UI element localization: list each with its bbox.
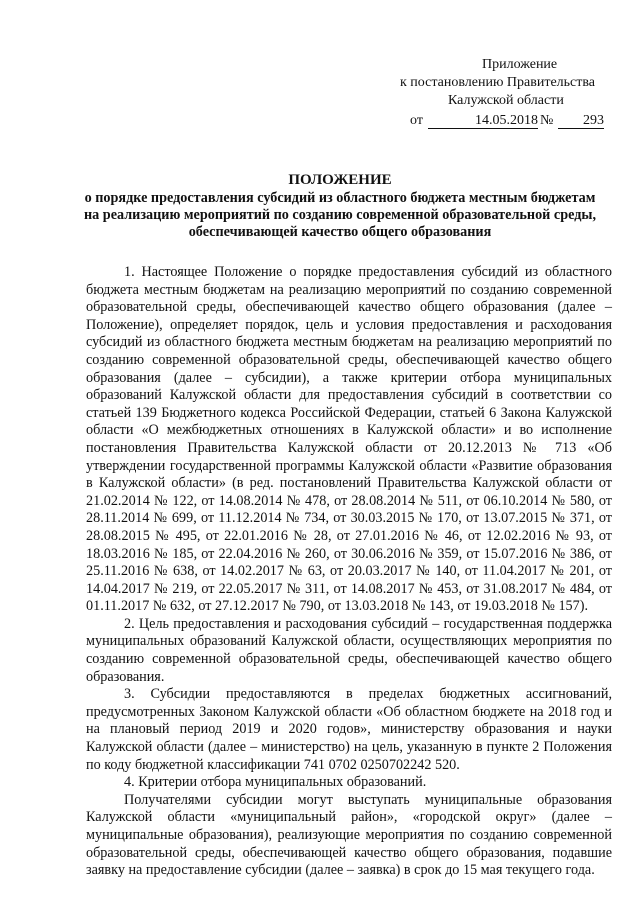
document-body (86, 264, 612, 880)
paragraph-5: Получателями субсидии могут выступать муниципальные образования Калужской области «муниципальный район», «городской округ» (далее – муниципальные образования), реализующие мероприятия по созданию современной образовательной среды, обеспечивающей качество общего образования, подавшие заявку на предоставление субсидии (далее – заявка) в срок до 15 мая текущего года. (86, 791, 612, 879)
resolution-date: 14.05.2018 (428, 112, 538, 129)
subtitle-line-3: обеспечивающей качество общего образования (188, 224, 492, 240)
document-title: ПОЛОЖЕНИЕ (288, 172, 392, 188)
resolution-number: 293 (558, 112, 604, 129)
resolution-reference: к постановлению Правительства (400, 75, 596, 90)
document-title-block (60, 172, 620, 241)
subtitle-line-1: о порядке предоставления субсидий из областного бюджета местным бюджетам (84, 190, 596, 206)
region-name: Калужской области (448, 93, 564, 108)
paragraph-2: 2. Цель предоставления и расходования субсидий – государственная поддержка муниципальных образований Калужской области, осуществляющих мероприятия по созданию современной образовательной среды, обеспечивающей качество общего образования. (86, 615, 612, 685)
appendix-header (400, 56, 604, 130)
paragraph-1: 1. Настоящее Положение о порядке предоставления субсидий из областного бюджета местным бюджетам на реализацию мероприятий по созданию современной образовательной среды, обеспечивающей качество общего образования (далее – Положение), определяет порядок, цель и условия предоставления и расходования субсидий из областного бюджета местным бюджетам на реализацию мероприятий по созданию современной образовательной среды, обеспечивающей качество общего образования (далее – субсидии), а также критерии отбора муниципальных образований Калужской области для предоставления субсидий в соответствии со статьей 139 Бюджетного кодекса Российской Федерации, статьей 6 Закона Калужской области «О межбюджетных отношениях в Калужской области» и во исполнение постановления Правительства Калужской области от 20.12.2013 № 713 «Об утверждении государственной программы Калужской области «Развитие образования в Калужской области» (в ред. постановлений Правительства Калужской области от 21.02.2014 № 122, от 14.08.2014 № 478, от 28.08.2014 № 511, от 06.10.2014 № 580, от 28.11.2014 № 699, от 11.12.2014 № 734, от 30.03.2015 № 170, от 13.07.2015 № 371, от 28.08.2015 № 495, от 22.01.2016 № 28, от 27.01.2016 № 46, от 12.02.2016 № 93, от 18.03.2016 № 185, от 22.04.2016 № 260, от 30.06.2016 № 359, от 15.07.2016 № 386, от 25.11.2016 № 638, от 14.02.2017 № 63, от 20.03.2017 № 140, от 11.04.2017 № 201, от 14.04.2017 № 219, от 22.05.2017 № 311, от 14.08.2017 № 453, от 31.08.2017 № 484, от 01.11.2017 № 632, от 27.12.2017 № 790, от 13.03.2018 № 143, от 19.03.2018 № 157). (86, 264, 612, 615)
subtitle-line-2: на реализацию мероприятий по созданию современной образовательной среды, (83, 207, 597, 223)
date-number-line (400, 112, 604, 130)
from-label: от (410, 113, 423, 128)
number-sign: № (540, 113, 554, 128)
paragraph-3: 3. Субсидии предоставляются в пределах бюджетных ассигнований, предусмотренных Законом Калужской области «Об областном бюджете на 2018 год и на плановый период 2019 и 2020 годов», министерству образования и науки Калужской области (далее – министерство) на цель, указанную в пункте 2 Положения по коду бюджетной классификации 741 0702 0250702242 520. (86, 686, 612, 773)
appendix-label: Приложение (482, 57, 558, 72)
paragraph-4: 4. Критерии отбора муниципальных образований. (124, 774, 427, 791)
